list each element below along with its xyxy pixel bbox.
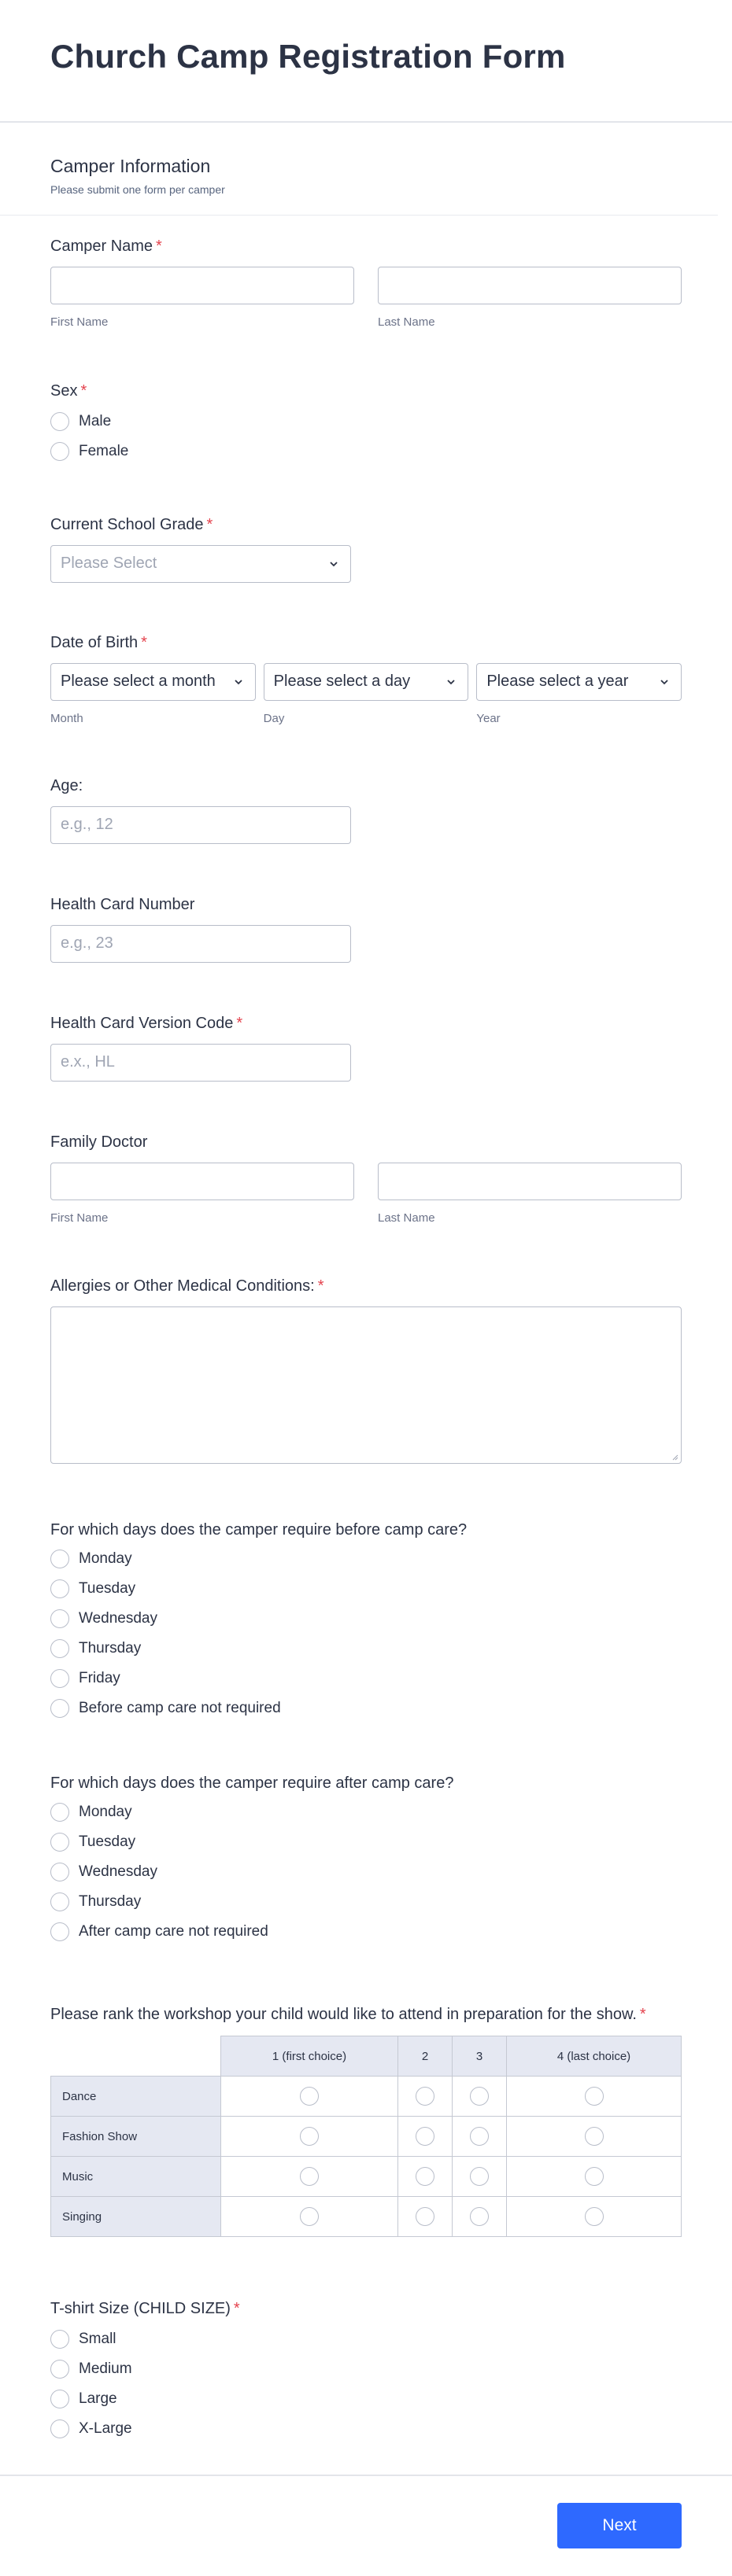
matrix-radio[interactable] bbox=[470, 2127, 489, 2146]
matrix-column-header: 3 bbox=[453, 2036, 507, 2077]
radio-button[interactable] bbox=[50, 2390, 69, 2408]
sex-field bbox=[50, 382, 682, 466]
radio-button[interactable] bbox=[50, 2419, 69, 2438]
camper-last-name-input[interactable] bbox=[378, 267, 682, 304]
allergies-field bbox=[50, 1277, 682, 1464]
matrix-radio[interactable] bbox=[585, 2207, 604, 2226]
tshirt-option-medium[interactable]: Medium bbox=[50, 2354, 682, 2384]
chevron-down-icon bbox=[328, 558, 339, 569]
required-marker: * bbox=[236, 1015, 243, 1032]
radio-button[interactable] bbox=[50, 1579, 69, 1598]
required-marker: * bbox=[639, 2006, 646, 2023]
radio-button[interactable] bbox=[50, 1922, 69, 1941]
first-name-sublabel: First Name bbox=[50, 315, 109, 329]
health-card-input[interactable]: e.g., 23 bbox=[50, 925, 351, 963]
after-care-option-not-required[interactable]: After camp care not required bbox=[50, 1917, 682, 1947]
tshirt-size-label: T-shirt Size (CHILD SIZE) bbox=[50, 2300, 231, 2317]
family-doctor-field bbox=[50, 1133, 682, 1225]
after-care-option-thursday[interactable]: Thursday bbox=[50, 1887, 682, 1917]
radio-button[interactable] bbox=[50, 442, 69, 461]
tshirt-size-field bbox=[50, 2300, 682, 2444]
after-care-field bbox=[50, 1774, 682, 1947]
section-title: Camper Information bbox=[50, 156, 211, 176]
after-care-option-wednesday[interactable]: Wednesday bbox=[50, 1857, 682, 1887]
tshirt-option-x-large[interactable]: X-Large bbox=[50, 2414, 682, 2444]
radio-button[interactable] bbox=[50, 1639, 69, 1658]
camper-name-field bbox=[50, 238, 682, 329]
version-code-field bbox=[50, 1015, 682, 1082]
required-marker: * bbox=[156, 238, 162, 255]
sex-option-male[interactable]: Male bbox=[50, 407, 682, 437]
matrix-radio[interactable] bbox=[300, 2207, 319, 2226]
matrix-radio[interactable] bbox=[470, 2207, 489, 2226]
doctor-last-name-input[interactable] bbox=[378, 1163, 682, 1200]
required-marker: * bbox=[233, 2300, 240, 2317]
camper-first-name-input[interactable] bbox=[50, 267, 354, 304]
before-care-label: For which days does the camper require before camp care? bbox=[50, 1521, 468, 1539]
matrix-radio[interactable] bbox=[585, 2167, 604, 2186]
last-name-sublabel: Last Name bbox=[378, 1211, 435, 1225]
workshop-rank-matrix bbox=[50, 2036, 682, 2237]
allergies-label: Allergies or Other Medical Conditions: bbox=[50, 1277, 315, 1295]
tshirt-option-small[interactable]: Small bbox=[50, 2324, 682, 2354]
matrix-radio[interactable] bbox=[585, 2127, 604, 2146]
school-grade-label: Current School Grade bbox=[50, 516, 204, 533]
required-marker: * bbox=[317, 1277, 324, 1295]
month-sublabel: Month bbox=[50, 712, 83, 725]
before-care-option-thursday[interactable]: Thursday bbox=[50, 1634, 682, 1664]
matrix-radio[interactable] bbox=[300, 2167, 319, 2186]
required-marker: * bbox=[206, 516, 213, 533]
radio-button[interactable] bbox=[50, 1550, 69, 1568]
sex-option-female[interactable]: Female bbox=[50, 437, 682, 466]
radio-button[interactable] bbox=[50, 1699, 69, 1718]
form-title: Church Camp Registration Form bbox=[50, 38, 566, 75]
date-of-birth-field bbox=[50, 634, 682, 725]
radio-button[interactable] bbox=[50, 1863, 69, 1881]
matrix-corner bbox=[51, 2036, 221, 2077]
camper-name-label: Camper Name bbox=[50, 238, 153, 255]
matrix-radio[interactable] bbox=[416, 2127, 434, 2146]
age-label: Age: bbox=[50, 777, 83, 794]
matrix-column-header: 2 bbox=[398, 2036, 453, 2077]
radio-button[interactable] bbox=[50, 1669, 69, 1688]
before-care-option-monday[interactable]: Monday bbox=[50, 1544, 682, 1574]
matrix-row-fashion-show bbox=[51, 2117, 682, 2157]
matrix-row-singing bbox=[51, 2197, 682, 2237]
workshop-rank-label: Please rank the workshop your child would like to attend in preparation for the show. bbox=[50, 2006, 637, 2023]
first-name-sublabel: First Name bbox=[50, 1211, 109, 1225]
radio-button[interactable] bbox=[50, 2360, 69, 2379]
matrix-row-music bbox=[51, 2157, 682, 2197]
birth-month-select[interactable]: Please select a month bbox=[50, 663, 256, 701]
matrix-radio[interactable] bbox=[585, 2087, 604, 2106]
before-care-field bbox=[50, 1521, 682, 1723]
matrix-radio[interactable] bbox=[300, 2127, 319, 2146]
sex-label: Sex bbox=[50, 382, 78, 400]
before-care-option-friday[interactable]: Friday bbox=[50, 1664, 682, 1693]
family-doctor-label: Family Doctor bbox=[50, 1133, 148, 1151]
allergies-textarea[interactable] bbox=[50, 1306, 682, 1464]
matrix-row-dance bbox=[51, 2077, 682, 2117]
resize-grip-icon[interactable] bbox=[671, 1453, 678, 1461]
date-of-birth-label: Date of Birth bbox=[50, 634, 139, 651]
form-footer bbox=[0, 2475, 732, 2576]
age-field bbox=[50, 777, 682, 844]
birth-day-select[interactable]: Please select a day bbox=[264, 663, 469, 701]
matrix-row-label: Singing bbox=[51, 2197, 221, 2237]
chevron-down-icon bbox=[659, 676, 670, 687]
birth-year-select[interactable]: Please select a year bbox=[476, 663, 682, 701]
after-care-option-monday[interactable]: Monday bbox=[50, 1797, 682, 1827]
last-name-sublabel: Last Name bbox=[378, 315, 435, 329]
next-button[interactable]: Next bbox=[557, 2503, 682, 2548]
before-care-option-not-required[interactable]: Before camp care not required bbox=[50, 1693, 682, 1723]
school-grade-field bbox=[50, 516, 682, 583]
doctor-first-name-input[interactable] bbox=[50, 1163, 354, 1200]
before-care-option-tuesday[interactable]: Tuesday bbox=[50, 1574, 682, 1604]
required-marker: * bbox=[80, 382, 87, 400]
health-card-label: Health Card Number bbox=[50, 896, 195, 913]
matrix-radio[interactable] bbox=[470, 2167, 489, 2186]
year-sublabel: Year bbox=[476, 712, 501, 725]
radio-button[interactable] bbox=[50, 412, 69, 431]
day-sublabel: Day bbox=[263, 712, 285, 725]
after-care-option-tuesday[interactable]: Tuesday bbox=[50, 1827, 682, 1857]
after-care-label: For which days does the camper require after camp care? bbox=[50, 1774, 454, 1792]
matrix-radio[interactable] bbox=[416, 2087, 434, 2106]
tshirt-option-large[interactable]: Large bbox=[50, 2384, 682, 2414]
matrix-column-header: 1 (first choice) bbox=[221, 2036, 398, 2077]
matrix-radio[interactable] bbox=[416, 2207, 434, 2226]
matrix-radio[interactable] bbox=[300, 2087, 319, 2106]
school-grade-select[interactable]: Please Select bbox=[50, 545, 351, 583]
radio-button[interactable] bbox=[50, 1833, 69, 1852]
required-marker: * bbox=[141, 634, 147, 651]
chevron-down-icon bbox=[445, 676, 457, 687]
health-card-field bbox=[50, 896, 682, 963]
form-header bbox=[0, 0, 732, 123]
matrix-radio[interactable] bbox=[416, 2167, 434, 2186]
chevron-down-icon bbox=[233, 676, 244, 687]
version-code-input[interactable]: e.x., HL bbox=[50, 1044, 351, 1082]
section-subtitle: Please submit one form per camper bbox=[50, 183, 225, 196]
matrix-radio[interactable] bbox=[470, 2087, 489, 2106]
workshop-rank-field bbox=[50, 2004, 682, 2237]
matrix-column-header: 4 (last choice) bbox=[507, 2036, 682, 2077]
matrix-row-label: Music bbox=[51, 2157, 221, 2197]
matrix-row-label: Dance bbox=[51, 2077, 221, 2117]
section-header bbox=[0, 123, 718, 216]
version-code-label: Health Card Version Code bbox=[50, 1015, 234, 1032]
radio-button[interactable] bbox=[50, 1803, 69, 1822]
radio-button[interactable] bbox=[50, 1609, 69, 1628]
age-input[interactable]: e.g., 12 bbox=[50, 806, 351, 844]
radio-button[interactable] bbox=[50, 1892, 69, 1911]
before-care-option-wednesday[interactable]: Wednesday bbox=[50, 1604, 682, 1634]
radio-button[interactable] bbox=[50, 2330, 69, 2349]
matrix-row-label: Fashion Show bbox=[51, 2117, 221, 2157]
